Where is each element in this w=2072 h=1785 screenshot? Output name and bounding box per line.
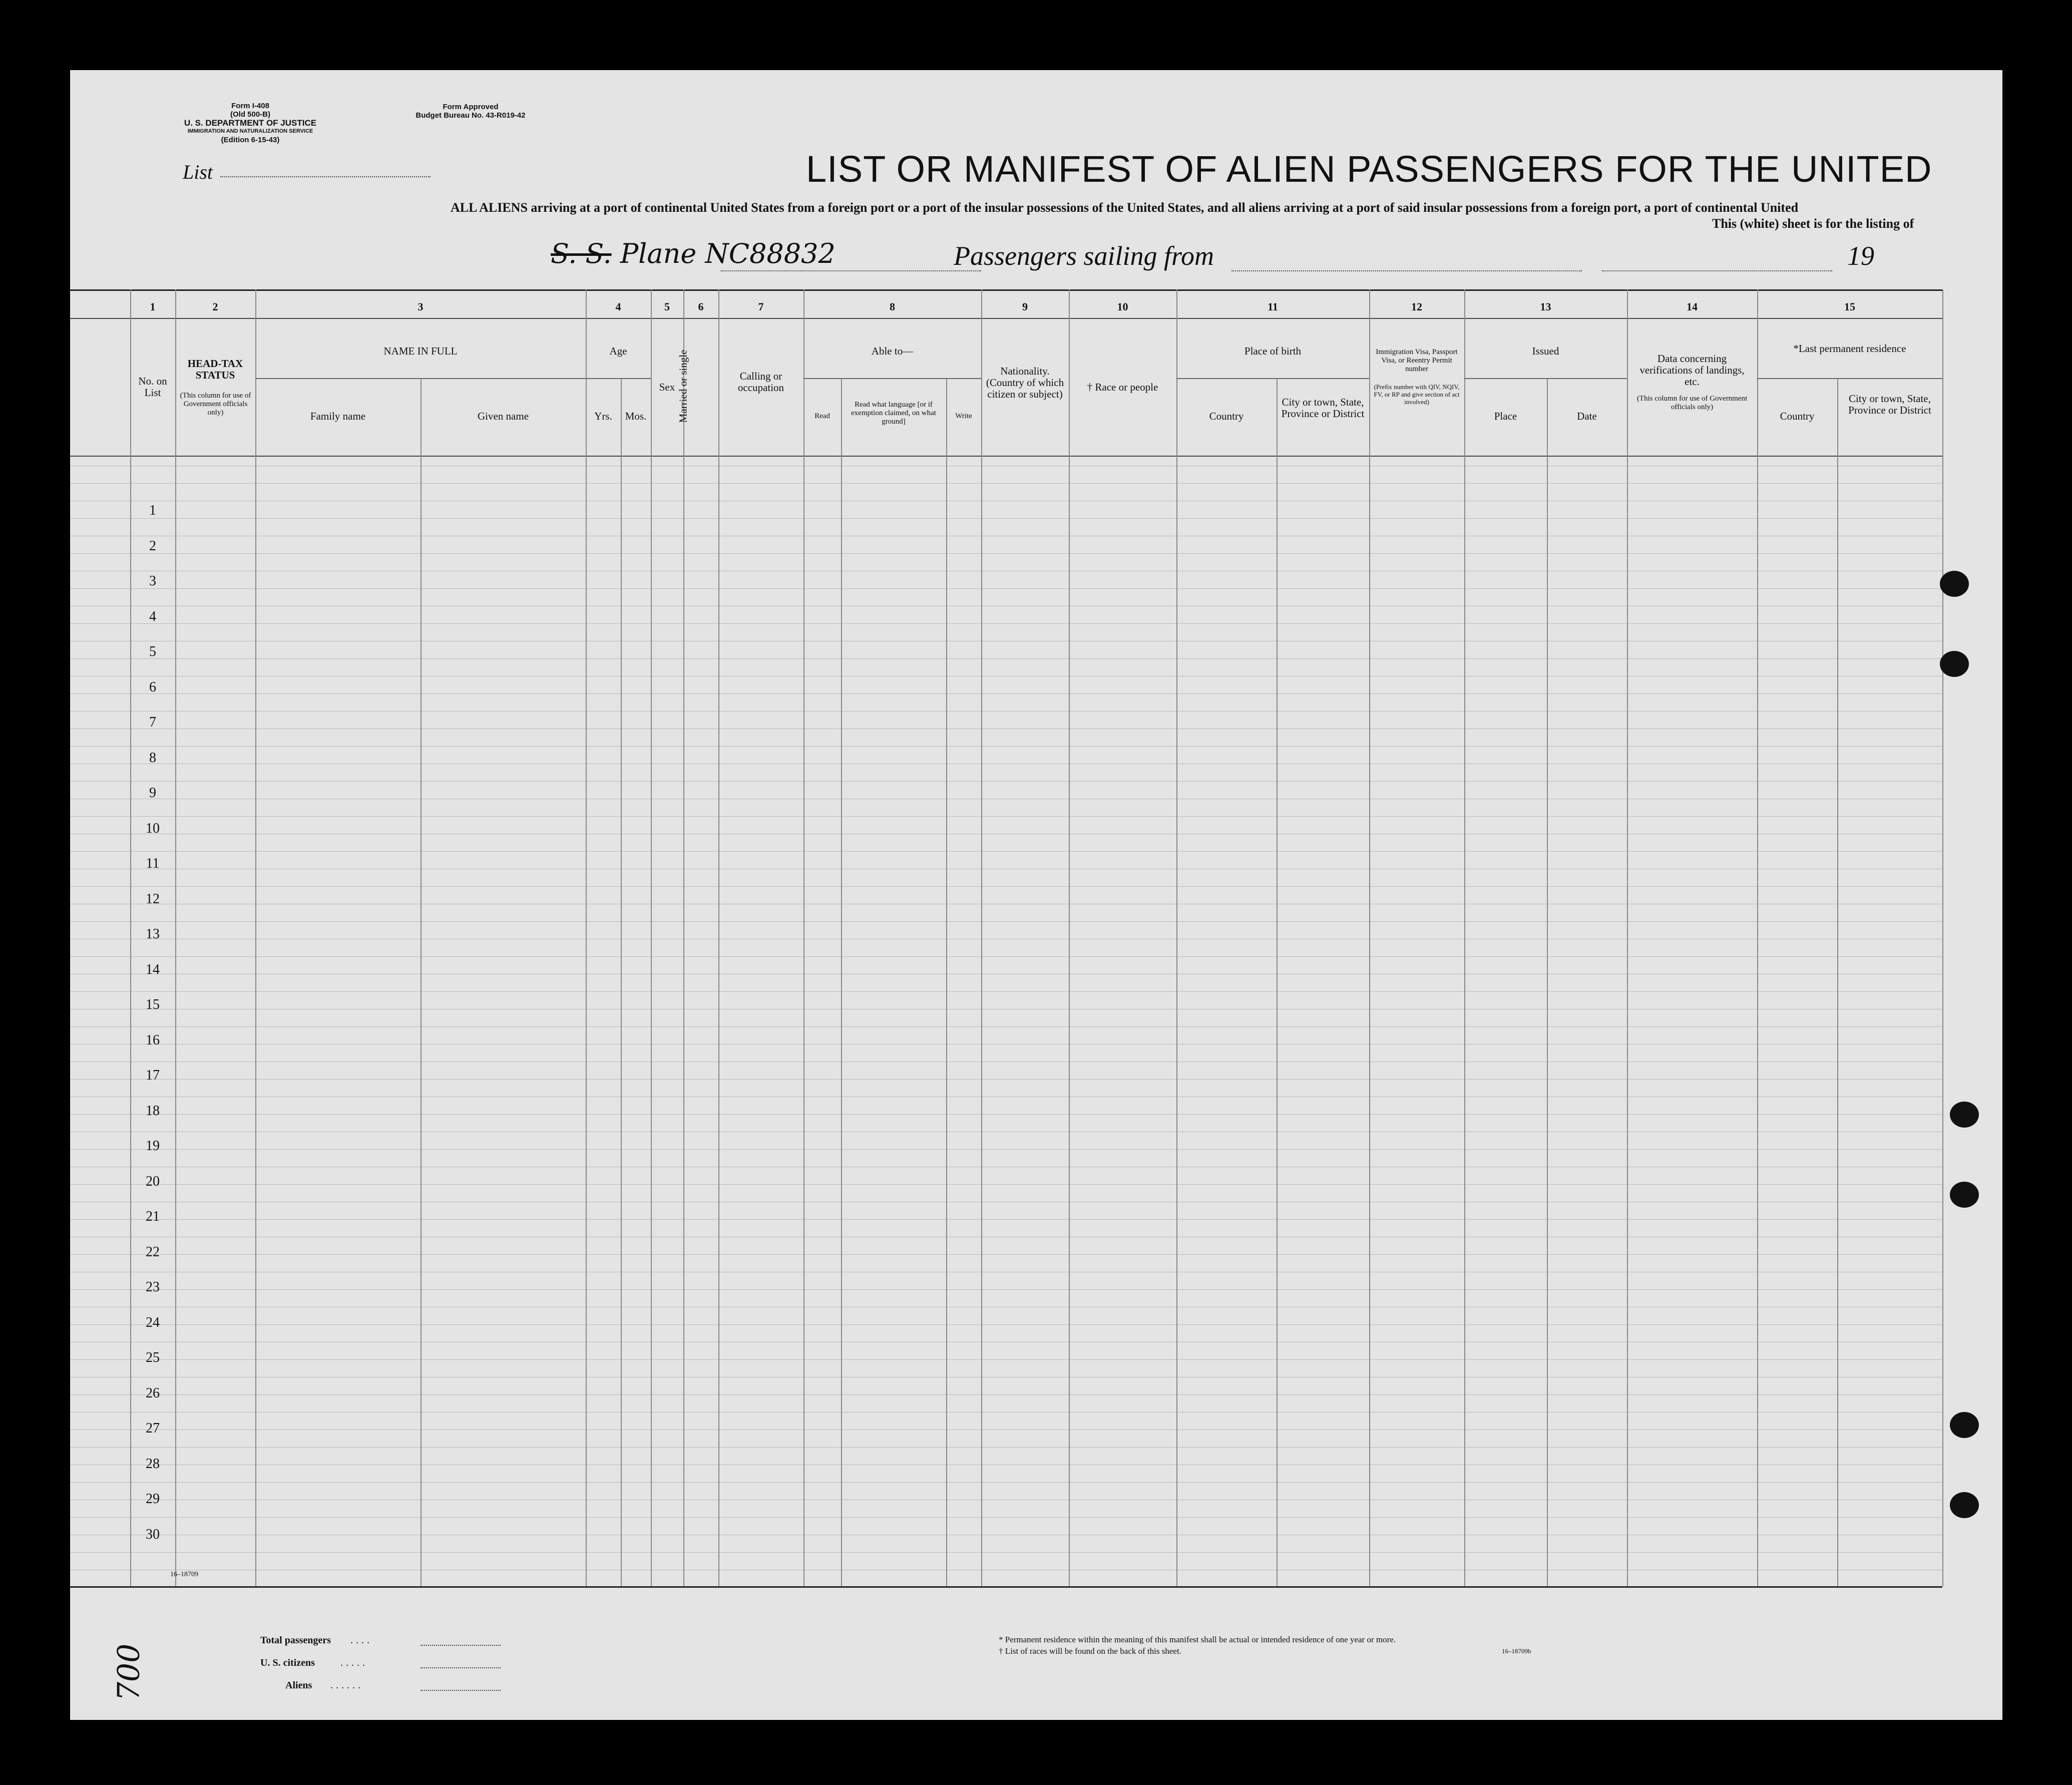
- row-number: 24: [146, 1314, 160, 1330]
- page-title: LIST OR MANIFEST OF ALIEN PASSENGERS FOR THE UNITED: [806, 148, 1932, 190]
- hdr-head-tax: HEAD-TAX STATUS: [187, 358, 243, 381]
- row-number: 14: [146, 961, 160, 977]
- ruled-line: [70, 483, 1942, 484]
- colnum-7: 7: [758, 300, 764, 313]
- hdr-given-name: Given name: [477, 410, 529, 422]
- ruled-line: [70, 1114, 1942, 1115]
- ruled-line: [70, 693, 1942, 694]
- colnum-10: 10: [1117, 300, 1128, 313]
- issued-subrule: [1464, 378, 1627, 379]
- ruled-line: [70, 781, 1942, 782]
- row-number: 7: [149, 715, 156, 730]
- hdr-data-note: (This column for use of Government officials only): [1636, 395, 1748, 411]
- row-number: 2: [149, 538, 156, 554]
- row-number: 15: [146, 997, 160, 1012]
- subtitle: ALL ALIENS arriving at a port of continental United States from a foreign port or a port of the insular possessions of the United States, and all aliens arriving at a port of said insular possessions from a foreign port, a port of continental United: [451, 200, 1799, 215]
- header-bottom-rule: [70, 456, 1942, 457]
- binding-hole: [1940, 651, 1969, 677]
- colnum-12: 12: [1411, 300, 1422, 313]
- hdr-no-on-list: No. on List: [138, 375, 167, 399]
- binding-hole: [1950, 1412, 1979, 1438]
- hdr-able-to: Able to—: [871, 345, 914, 357]
- col-line: [1464, 289, 1465, 1586]
- col-line: [1547, 378, 1548, 1586]
- col-line: [586, 289, 587, 1586]
- hdr-residence-city: City or town, State, Province or District: [1848, 393, 1931, 416]
- colnum-6: 6: [698, 300, 704, 313]
- row-number: 5: [149, 644, 156, 659]
- footnote-residence: * Permanent residence within the meaning of this manifest shall be actual or intended residence of one year or more.: [999, 1635, 1396, 1644]
- margin-handwriting: 700: [111, 1643, 147, 1701]
- row-number: 19: [146, 1138, 160, 1154]
- row-number: 8: [149, 750, 156, 766]
- row-number: 13: [146, 926, 160, 942]
- colnum-14: 14: [1687, 300, 1698, 313]
- hdr-visa-note: (Prefix number with QIV, NQIV, FV, or RP and give section of act involved): [1374, 383, 1460, 406]
- col-line: [1069, 289, 1070, 1586]
- ruled-line: [70, 1482, 1942, 1483]
- ss-value: Plane NC88832: [620, 238, 836, 269]
- hdr-place-of-birth: Place of birth: [1244, 345, 1302, 357]
- edition: (Edition 6-15-43): [221, 136, 280, 144]
- col-line: [718, 289, 719, 1586]
- sailing-date-field[interactable]: [1602, 270, 1832, 271]
- ruled-line: [70, 1394, 1942, 1395]
- total-passengers-label: Total passengers: [260, 1635, 331, 1646]
- col-line: [621, 378, 622, 1586]
- hdr-issued-date: Date: [1577, 410, 1597, 422]
- row-number: 26: [146, 1385, 160, 1401]
- budget-number: Budget Bureau No. 43-R019-42: [416, 111, 526, 120]
- row-number: 20: [146, 1173, 160, 1189]
- birth-subrule: [1176, 378, 1369, 379]
- col-line: [175, 289, 176, 1586]
- footnote-races: † List of races will be found on the back of this sheet.: [999, 1646, 1181, 1656]
- leader-dots: ......: [330, 1680, 363, 1691]
- colnum-13: 13: [1540, 300, 1551, 313]
- ruled-line: [70, 1026, 1942, 1027]
- hdr-age: Age: [609, 345, 627, 357]
- colnum-15: 15: [1844, 300, 1855, 313]
- hdr-race: † Race or people: [1087, 381, 1158, 393]
- row-number: 10: [146, 820, 160, 836]
- colnum-1: 1: [150, 300, 156, 313]
- col-line: [1176, 289, 1177, 1586]
- age-subrule: [586, 378, 651, 379]
- ss-label: S. S.: [551, 238, 612, 269]
- col-line: [1277, 378, 1278, 1586]
- department: U. S. DEPARTMENT OF JUSTICE: [184, 118, 317, 128]
- sailing-label: Passengers sailing from: [954, 241, 1214, 271]
- colnum-2: 2: [212, 300, 218, 313]
- ruled-line: [70, 1149, 1942, 1150]
- row-number: 4: [149, 608, 156, 624]
- col-line: [255, 289, 256, 1586]
- row-number: 18: [146, 1103, 160, 1119]
- residence-subrule: [1757, 378, 1942, 379]
- ruled-line: [70, 921, 1942, 922]
- ruled-line: [70, 991, 1942, 992]
- year-prefix: 19: [1847, 241, 1874, 271]
- hdr-mos: Mos.: [625, 410, 647, 422]
- form-number: Form I-408: [231, 102, 269, 110]
- form-approved: Form Approved: [443, 103, 499, 111]
- row-number: 21: [146, 1209, 160, 1224]
- hdr-residence-country: Country: [1780, 410, 1815, 422]
- row-number: 9: [149, 785, 156, 801]
- ruled-line: [70, 886, 1942, 887]
- ruled-line: [70, 1184, 1942, 1185]
- hdr-family-name: Family name: [310, 410, 366, 422]
- ruled-line: [70, 956, 1942, 957]
- hdr-sex: Sex: [659, 381, 675, 393]
- row-number: 6: [149, 679, 156, 695]
- col-line: [981, 289, 982, 1586]
- ruled-line: [70, 1061, 1942, 1062]
- hdr-married: Married or single: [677, 349, 689, 423]
- row-number: 16: [146, 1032, 160, 1048]
- col-line: [803, 289, 804, 1586]
- col-line: [1942, 289, 1943, 1586]
- ruled-line: [70, 1447, 1942, 1448]
- ruled-line: [70, 1079, 1942, 1080]
- subtitle-2: This (white) sheet is for the listing of: [1712, 216, 1914, 231]
- hdr-birth-city: City or town, State, Province or District: [1281, 396, 1365, 420]
- col-line: [683, 289, 684, 1586]
- row-number: 25: [146, 1350, 160, 1365]
- colnum-4: 4: [615, 300, 621, 313]
- ruled-line: [70, 816, 1942, 817]
- hdr-issued-place: Place: [1494, 410, 1517, 422]
- hdr-issued: Issued: [1532, 345, 1559, 357]
- hdr-yrs: Yrs.: [594, 410, 612, 422]
- ruled-line: [70, 1552, 1942, 1553]
- row-number: 22: [146, 1244, 160, 1260]
- manifest-sheet: [70, 70, 2002, 1720]
- ruled-line: [70, 1254, 1942, 1255]
- row-number: 30: [146, 1526, 160, 1542]
- sailing-port-field[interactable]: [1231, 270, 1582, 271]
- row-number: 27: [146, 1420, 160, 1436]
- hdr-last-residence: *Last permanent residence: [1793, 342, 1906, 354]
- ruled-line: [70, 518, 1942, 519]
- colnum-5: 5: [664, 300, 670, 313]
- col-line: [651, 289, 652, 1586]
- col-line: [1757, 289, 1758, 1586]
- col-line: [1369, 289, 1370, 1586]
- colnum-3: 3: [418, 300, 424, 313]
- hdr-head-tax-note: (This column for use of Government officials only): [180, 392, 251, 417]
- hdr-name-in-full: NAME IN FULL: [383, 345, 458, 357]
- ruled-line: [70, 553, 1942, 554]
- colnum-11: 11: [1268, 300, 1278, 313]
- hdr-read-language: Read what language [or if exemption claimed, on what ground]: [851, 401, 936, 426]
- row-number: 29: [146, 1491, 160, 1507]
- us-citizens-field[interactable]: [421, 1667, 501, 1668]
- row-number: 12: [146, 891, 160, 907]
- ruled-line: [70, 1324, 1942, 1325]
- list-field[interactable]: [220, 176, 431, 177]
- binding-hole: [1940, 571, 1969, 597]
- ruled-line: [70, 1517, 1942, 1518]
- col-line: [946, 378, 947, 1586]
- vessel-handwriting: [551, 238, 836, 269]
- ruled-line: [70, 1289, 1942, 1290]
- row-number: 17: [146, 1067, 160, 1083]
- ruled-line: [70, 746, 1942, 747]
- table-bottom-rule: [70, 1586, 1942, 1588]
- binding-hole: [1950, 1182, 1979, 1208]
- aliens-field[interactable]: [421, 1690, 501, 1691]
- col-line: [421, 378, 422, 1586]
- leader-dots: ....: [350, 1635, 372, 1646]
- binding-hole: [1950, 1492, 1979, 1518]
- ruled-line: [70, 1359, 1942, 1360]
- able-subrule: [803, 378, 981, 379]
- leader-dots: .....: [340, 1657, 368, 1668]
- us-citizens-label: U. S. citizens: [260, 1657, 315, 1668]
- row-number: 11: [146, 856, 160, 871]
- vessel-field[interactable]: [721, 270, 981, 271]
- colnum-rule: [70, 318, 1942, 319]
- binding-hole: [1950, 1102, 1979, 1128]
- ruled-line: [70, 851, 1942, 852]
- hdr-nationality: Nationality. (Country of which citizen or subject): [986, 365, 1064, 400]
- hdr-read: Read: [814, 412, 830, 420]
- colnum-8: 8: [890, 300, 895, 313]
- hdr-birth-country: Country: [1209, 410, 1244, 422]
- hdr-write: Write: [955, 412, 972, 420]
- col-line: [1837, 378, 1838, 1586]
- footnote-code: 16–18709b: [1502, 1647, 1531, 1655]
- hdr-calling: Calling or occupation: [737, 370, 784, 394]
- row-number: 23: [146, 1279, 160, 1295]
- form-info: [170, 102, 330, 144]
- total-passengers-field[interactable]: [421, 1645, 501, 1646]
- row-number: 28: [146, 1456, 160, 1472]
- colnum-9: 9: [1022, 300, 1028, 313]
- form-old-number: (Old 500-B): [230, 110, 270, 119]
- row-number: 1: [149, 503, 156, 518]
- list-label: List: [183, 161, 213, 183]
- ruled-line: [70, 658, 1942, 659]
- hdr-data-concerning: Data concerning verifications of landings, etc.: [1639, 352, 1745, 388]
- col-line: [1627, 289, 1628, 1586]
- hdr-visa: Immigration Visa, Passport Visa, or Reentry Permit number: [1376, 348, 1458, 373]
- ruled-line: [70, 1219, 1942, 1220]
- approval-info: [390, 103, 551, 120]
- table-top-rule: [70, 289, 1942, 291]
- row-number: 3: [149, 573, 156, 589]
- col-line: [841, 378, 842, 1586]
- ruled-line: [70, 588, 1942, 589]
- name-subrule: [255, 378, 586, 379]
- service: IMMIGRATION AND NATURALIZATION SERVICE: [187, 128, 313, 134]
- print-code: 16–18709: [170, 1571, 198, 1578]
- aliens-label: Aliens: [285, 1680, 312, 1691]
- ruled-line: [70, 623, 1942, 624]
